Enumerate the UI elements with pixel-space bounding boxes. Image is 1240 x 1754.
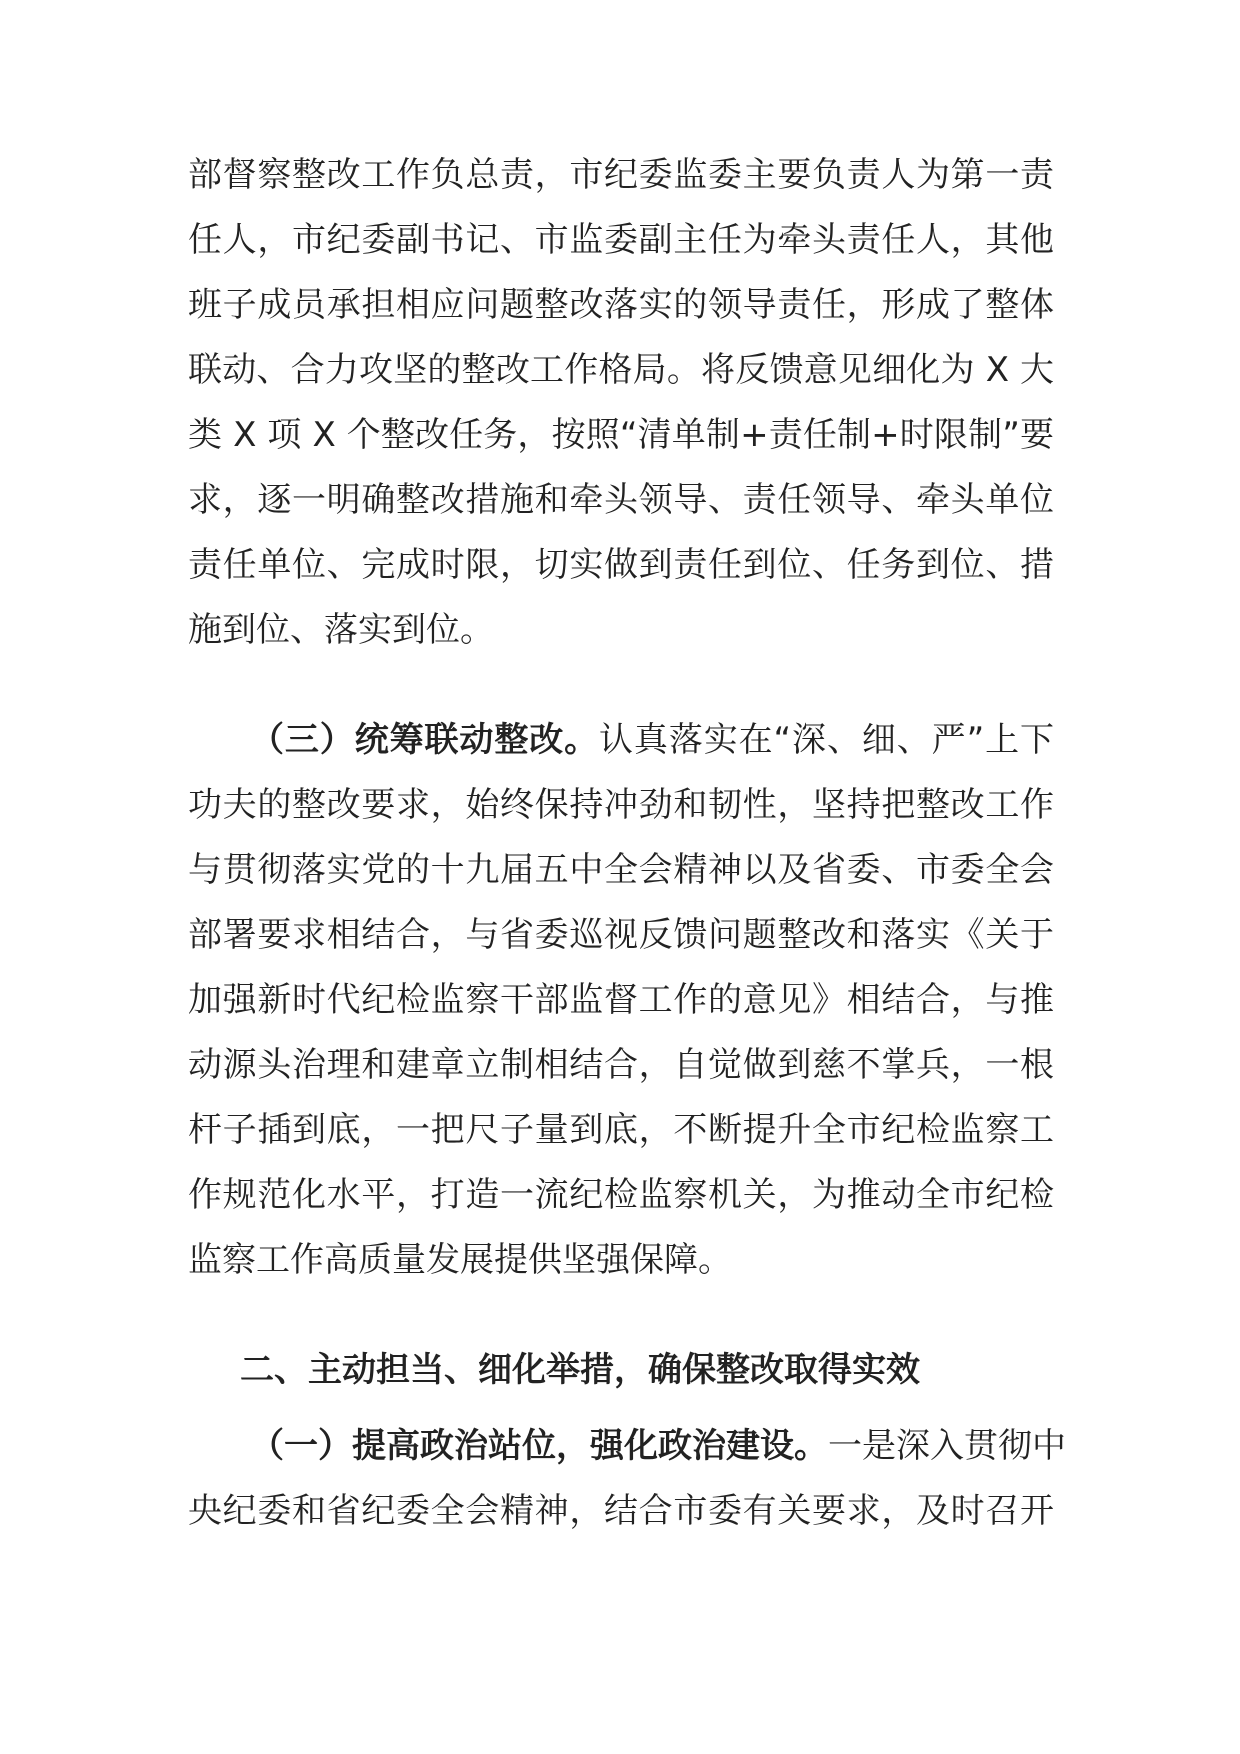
heading-text: 二、主动担当、细化举措，确保整改取得实效	[240, 1350, 920, 1390]
text-line: 动源头治理和建章立制相结合，自觉做到慈不掌兵，一根	[188, 1045, 1054, 1085]
text-line: 监察工作高质量发展提供坚强保障。	[188, 1240, 732, 1280]
text-line: 功夫的整改要求，始终保持冲劲和韧性，坚持把整改工作	[188, 785, 1054, 825]
paragraph-coordinated-rectification	[188, 708, 1054, 1293]
text-line: 央纪委和省纪委全会精神，结合市委有关要求，及时召开	[188, 1491, 1054, 1531]
section-heading	[188, 1338, 1054, 1403]
paragraph-lead-title: （三）统筹联动整改。	[250, 720, 600, 760]
text-line-lead	[188, 1414, 1066, 1479]
paragraph-responsibility	[188, 143, 1054, 663]
text-line: 责任单位、完成时限，切实做到责任到位、任务到位、措	[188, 545, 1054, 585]
text-line-lead	[188, 708, 1054, 773]
text-line: 施到位、落实到位。	[188, 610, 494, 650]
paragraph-lead-text: 认真落实在“深、细、严”上下	[599, 720, 1054, 760]
paragraph-political-standing	[188, 1414, 1066, 1544]
text-line: 部署要求相结合，与省委巡视反馈问题整改和落实《关于	[188, 915, 1054, 955]
text-line: 求，逐一明确整改措施和牵头领导、责任领导、牵头单位	[188, 480, 1054, 520]
text-line: 与贯彻落实党的十九届五中全会精神以及省委、市委全会	[188, 850, 1054, 890]
text-line: 联动、合力攻坚的整改工作格局。将反馈意见细化为 X 大	[188, 350, 1054, 390]
text-line: 杆子插到底，一把尺子量到底，不断提升全市纪检监察工	[188, 1110, 1054, 1150]
text-line: 部督察整改工作负总责，市纪委监委主要负责人为第一责	[188, 155, 1054, 195]
text-line: 加强新时代纪检监察干部监督工作的意见》相结合，与推	[188, 980, 1054, 1020]
text-line: 作规范化水平，打造一流纪检监察机关，为推动全市纪检	[188, 1175, 1054, 1215]
text-line: 类 X 项 X 个整改任务，按照“清单制+责任制+时限制”要	[188, 415, 1054, 455]
paragraph-lead-title: （一）提高政治站位，强化政治建设。	[250, 1426, 828, 1466]
text-line: 班子成员承担相应问题整改落实的领导责任，形成了整体	[188, 285, 1054, 325]
text-line: 任人，市纪委副书记、市监委副主任为牵头责任人，其他	[188, 220, 1054, 260]
paragraph-lead-text: 一是深入贯彻中	[828, 1426, 1066, 1466]
